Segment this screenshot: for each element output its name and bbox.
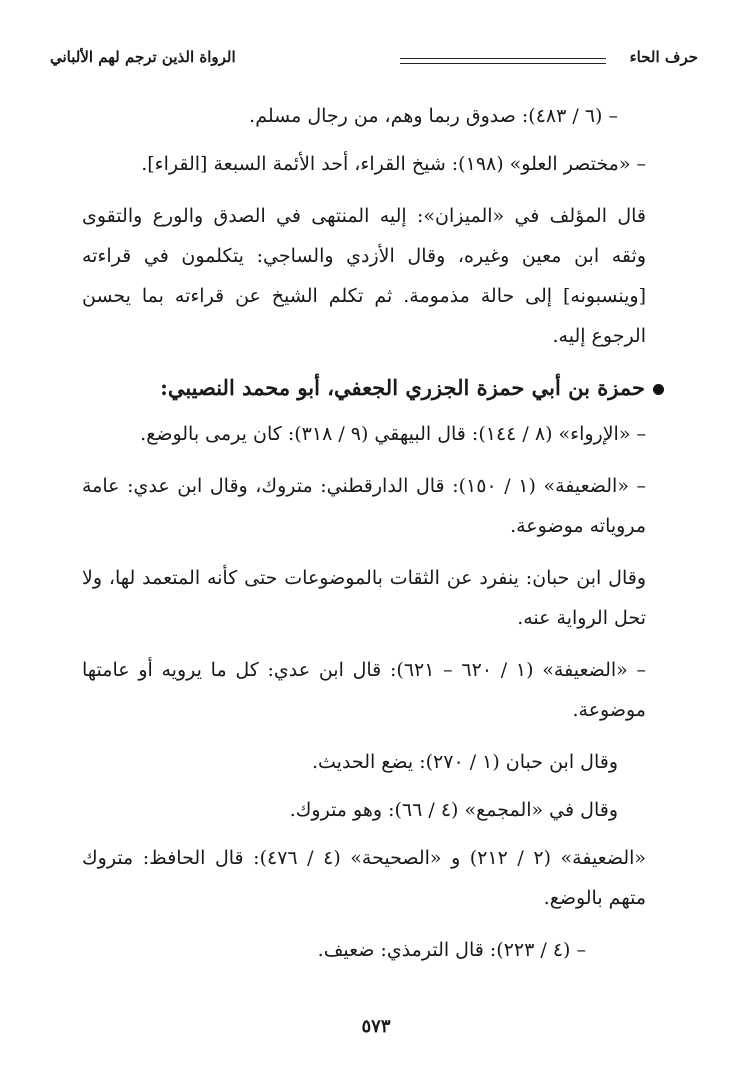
paragraph-3: قال المؤلف في «الميزان»: إليه المنتهى في الصدق والورع والتقوى وثقه ابن معين وغيره، وقال الأزدي والساجي: يتكلمون في قراءته [وينسبونه] إلى حالة مذمومة. ثم تكلم الشيخ عن قراءته بما يحسن الرجوع إليه. bbox=[82, 205, 646, 347]
running-header bbox=[50, 44, 698, 76]
paragraph-8: وقال ابن حبان (١ / ٢٧٠): يضع الحديث. bbox=[311, 751, 618, 773]
paragraph-11: – (٤ / ٢٢٣): قال الترمذي: ضعيف. bbox=[317, 939, 586, 961]
paragraph-9: وقال في «المجمع» (٤ / ٦٦): وهو متروك. bbox=[289, 799, 618, 821]
bullet-icon bbox=[653, 384, 664, 395]
page-number: ٥٧٣ bbox=[361, 1016, 391, 1037]
paragraph-2: – «مختصر العلو» (١٩٨): شيخ القراء، أحد الأئمة السبعة [القراء]. bbox=[141, 153, 646, 175]
paragraph-4: – «الإرواء» (٨ / ١٤٤): قال البيهقي (٩ / ٣١٨): كان يرمى بالوضع. bbox=[140, 423, 646, 445]
header-rule bbox=[400, 58, 606, 64]
header-book-title: الرواة الذين ترجم لهم الألباني bbox=[50, 48, 236, 66]
paragraph-7: – «الضعيفة» (١ / ٦٢٠ – ٦٢١): قال ابن عدي: كل ما يرويه أو عامتها موضوعة. bbox=[82, 659, 647, 721]
entry-heading-text: حمزة بن أبي حمزة الجزري الجعفي، أبو محمد النصيبي: bbox=[160, 375, 645, 400]
paragraph-5: – «الضعيفة» (١ / ١٥٠): قال الدارقطني: متروك، وقال ابن عدي: عامة مروياته موضوعة. bbox=[82, 475, 647, 537]
entry-heading bbox=[82, 368, 664, 408]
main-text bbox=[82, 96, 646, 982]
paragraph-10: «الضعيفة» (٢ / ٢١٢) و «الصحيحة» (٤ / ٤٧٦): قال الحافظ: متروك متهم بالوضع. bbox=[82, 847, 647, 909]
paragraph-6: وقال ابن حبان: ينفرد عن الثقات بالموضوعات حتى كأنه المتعمد لها، ولا تحل الرواية عنه. bbox=[82, 567, 646, 629]
header-chapter: حرف الحاء bbox=[629, 48, 698, 66]
paragraph-1: – (٦ / ٤٨٣): صدوق ربما وهم، من رجال مسلم. bbox=[249, 105, 618, 127]
